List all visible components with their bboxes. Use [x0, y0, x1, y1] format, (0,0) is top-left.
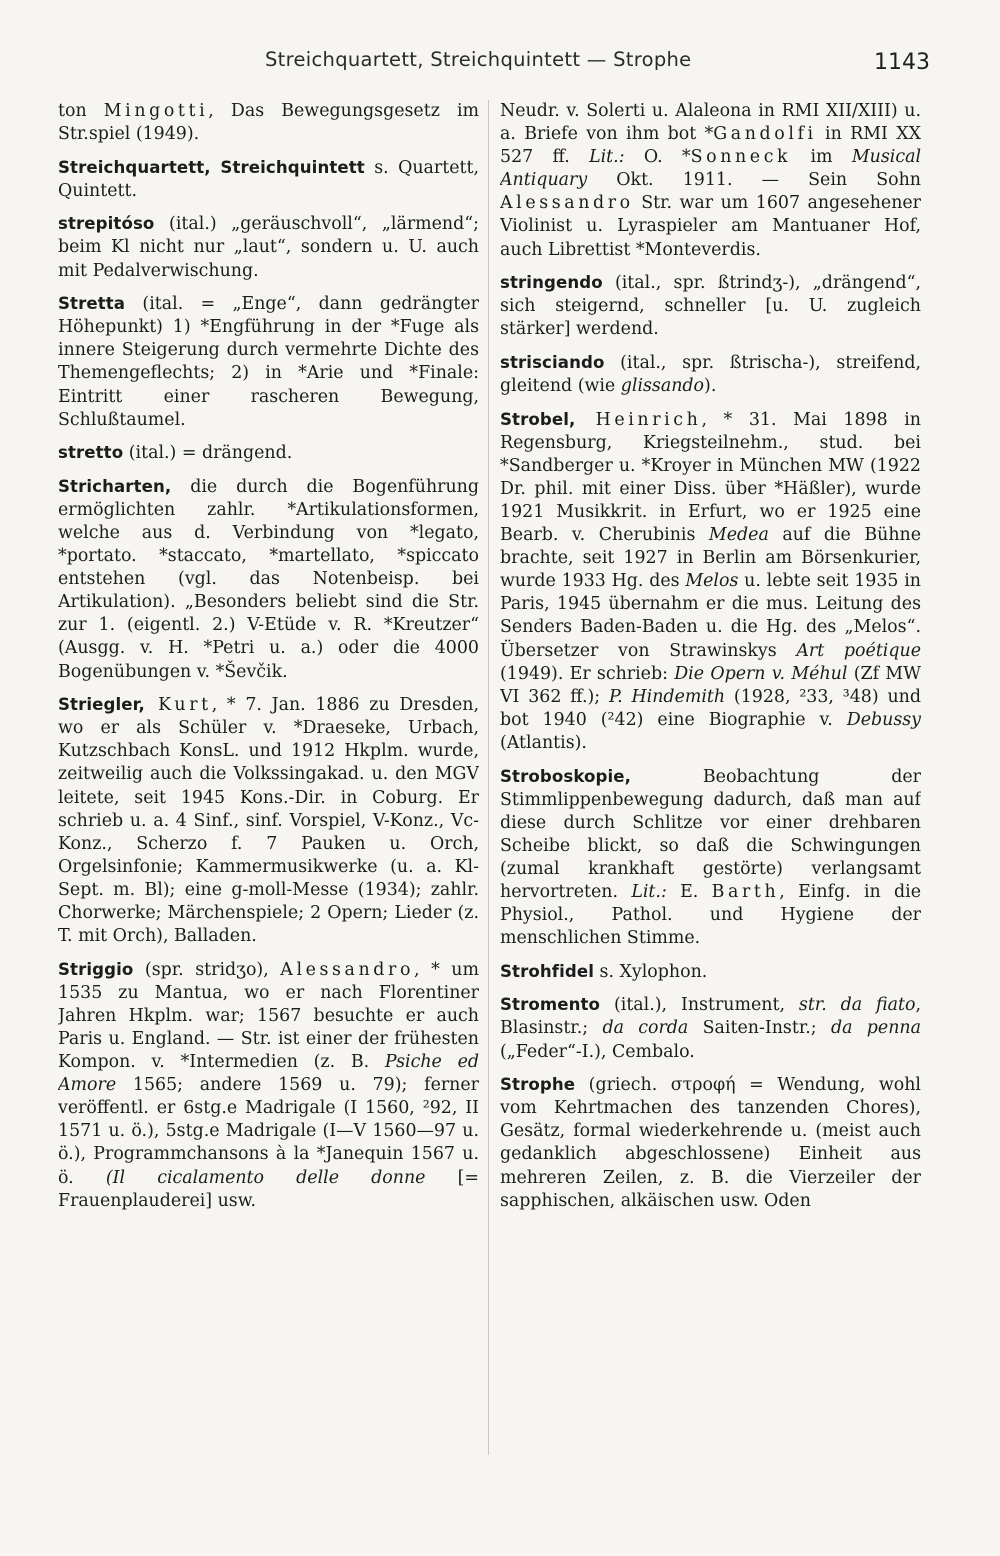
entry-strophe: Strophe (griech. στροφή = Wendung, wohl vom Kehrtmachen des tanzenden Chores), Gesätz, formal wiederkehrende u. (meist auch gedanklich abgeschlossene) Einheit aus mehreren Zeilen, z. B. die Vierzeiler der sapphischen, alkäischen usw. Oden	[500, 1075, 921, 1211]
entry-mingotti-continuation: ton Mingotti, Das Bewegungsgesetz im Str.spiel (1949).	[58, 101, 479, 145]
entry-striggio: Striggio (spr. stridʒo), Alessandro, * um 1535 zu Mantua, wo er nach Florentiner Jahren Hkplm. war; 1567 besuchte er auch Paris u. England. — Str. ist einer der frühesten Kompon. v. *Intermedien (z. B. Psiche ed Amore 1565; andere 1569 u. 79); ferner veröffentl. er 6stg.e Madrigale (I 1560, ²92, II 1571 u. ö.), 5stg.e Madrigale (I—V 1560—97 u. ö.), Programmchansons à la *Janequin 1567 u. ö. (Il cicalamento delle donne [= Frauenplauderei] usw.	[58, 959, 479, 1211]
headword: Strophe	[500, 1075, 576, 1095]
headword: Stricharten,	[58, 476, 172, 496]
headword: Stromento	[500, 995, 601, 1015]
page-number: 1143	[874, 50, 930, 75]
entry-strisciando: strisciando (ital., spr. ßtrischa-), streifend, gleitend (wie glissando).	[500, 352, 921, 397]
entry-stringendo: stringendo (ital., spr. ßtrindʒ-), „drängend“, sich steigernd, schneller [u. U. zugleich stärker] werdend.	[500, 273, 921, 340]
headword: Strobel,	[500, 409, 576, 429]
entry-stretto: stretto (ital.) = drängend.	[58, 443, 293, 464]
right-column	[500, 100, 921, 1520]
column-divider	[488, 100, 489, 1455]
headword: Stretta	[58, 294, 126, 314]
entry-striegler: Striegler, Kurt, * 7. Jan. 1886 zu Dresden, wo er als Schüler v. *Draeseke, Urbach, Kutzschbach KonsL. und 1912 Hkplm. wurde, zeitweilig auch die Volkssingakad. u. den MGV leitete, seit 1945 Kons.-Dir. in Coburg. Er schrieb u. a. 4 Sinf., sinf. Vorspiel, V-Konz., Vc-Konz., Scherzo f. 7 Pauken u. Orch, Orgelsinfonie; Kammermusikwerke (u. a. Kl-Sept. m. Bl); eine g-moll-Messe (1934); zahlr. Chorwerke; Märchenspiele; 2 Opern; Lieder (z. T. mit Orch), Balladen.	[58, 695, 479, 947]
entry-streichquartett: Streichquartett, Streichquintett s. Quartett, Quintett.	[58, 157, 479, 201]
entry-striggio-continuation: Neudr. v. Solerti u. Alaleona in RMI XII/XIII) u. a. Briefe von ihm bot *Gandolfi in RMI XX 527 ff. Lit.: O. *Sonneck im Musical Antiquary Okt. 1911. — Sein Sohn Alessandro Str. war um 1607 angesehener Violinist u. Lyraspieler am Mantuaner Hof, auch Librettist *Monteverdis.	[500, 101, 921, 260]
headword: stringendo	[500, 273, 603, 293]
headword: Striggio	[58, 959, 134, 979]
headword: strepitóso	[58, 214, 155, 234]
left-column	[58, 100, 479, 1520]
headword: strisciando	[500, 352, 605, 372]
headword: Strohfidel	[500, 961, 595, 981]
running-head: Streichquartett, Streichquintett — Strophe	[265, 48, 692, 71]
entry-stretta: Stretta (ital. = „Enge“, dann gedrängter Höhepunkt) 1) *Engführung in der *Fuge als innere Steigerung durch vermehrte Dichte des Themengeflechts; 2) in *Arie und *Finale: Eintritt einer rascheren Bewegung, Schlußtaumel.	[58, 294, 479, 430]
headword: stretto	[58, 443, 124, 463]
headword: Stroboskopie,	[500, 766, 632, 786]
entry-strepitoso: strepitóso (ital.) „geräuschvoll“, „lärmend“; beim Kl nicht nur „laut“, sondern u. U. auch mit Pedalverwischung.	[58, 214, 479, 281]
headword: Striegler,	[58, 695, 145, 715]
headword: Streichquartett, Streichquintett	[58, 157, 365, 177]
entry-stromento: Stromento (ital.), Instrument, str. da fiato, Blasinstr.; da corda Saiten-Instr.; da penna („Feder“-I.), Cembalo.	[500, 995, 921, 1062]
entry-strobel: Strobel, Heinrich, * 31. Mai 1898 in Regensburg, Kriegsteilnehm., stud. bei *Sandberger u. *Kroyer in München MW (1922 Dr. phil. mit einer Diss. über *Häßler), wurde 1921 Musikkrit. in Erfurt, wo er 1925 eine Bearb. v. Cherubinis Medea auf die Bühne brachte, seit 1927 in Berlin am Börsenkurier, wurde 1933 Hg. des Melos u. lebte seit 1935 in Paris, 1945 übernahm er die mus. Leitung des Senders Baden-Baden u. die Hg. des „Melos“. Übersetzer von Strawinskys Art poétique (1949). Er schrieb: Die Opern v. Méhul (Zf MW VI 362 ff.); P. Hindemith (1928, ²33, ³48) und bot 1940 (²42) eine Biographie v. Debussy (Atlantis).	[500, 409, 921, 753]
entry-stricharten: Stricharten, die durch die Bogenführung ermöglichten zahlr. *Artikulationsformen, welche aus d. Verbindung von *legato, *portato. *staccato, *martellato, *spiccato entstehen (vgl. das Notenbeisp. bei Artikulation). „Besonders beliebt sind die Str. zur 1. (eigentl. 2.) V-Etüde v. R. *Kreutzer“ (Ausgg. v. H. *Petri u. a.) oder die 4000 Bogenübungen v. *Ševčik.	[58, 476, 479, 682]
page-header	[60, 48, 930, 88]
entry-strohfidel: Strohfidel s. Xylophon.	[500, 961, 708, 982]
entry-stroboskopie: Stroboskopie, Beobachtung der Stimmlippenbewegung dadurch, daß man auf diese durch Schlitze vor einer drehbaren Scheibe blickt, so daß die Schwingungen (zumal krankhaft gestörte) verlangsamt hervortreten. Lit.: E. Barth, Einfg. in die Physiol., Pathol. und Hygiene der menschlichen Stimme.	[500, 766, 921, 949]
